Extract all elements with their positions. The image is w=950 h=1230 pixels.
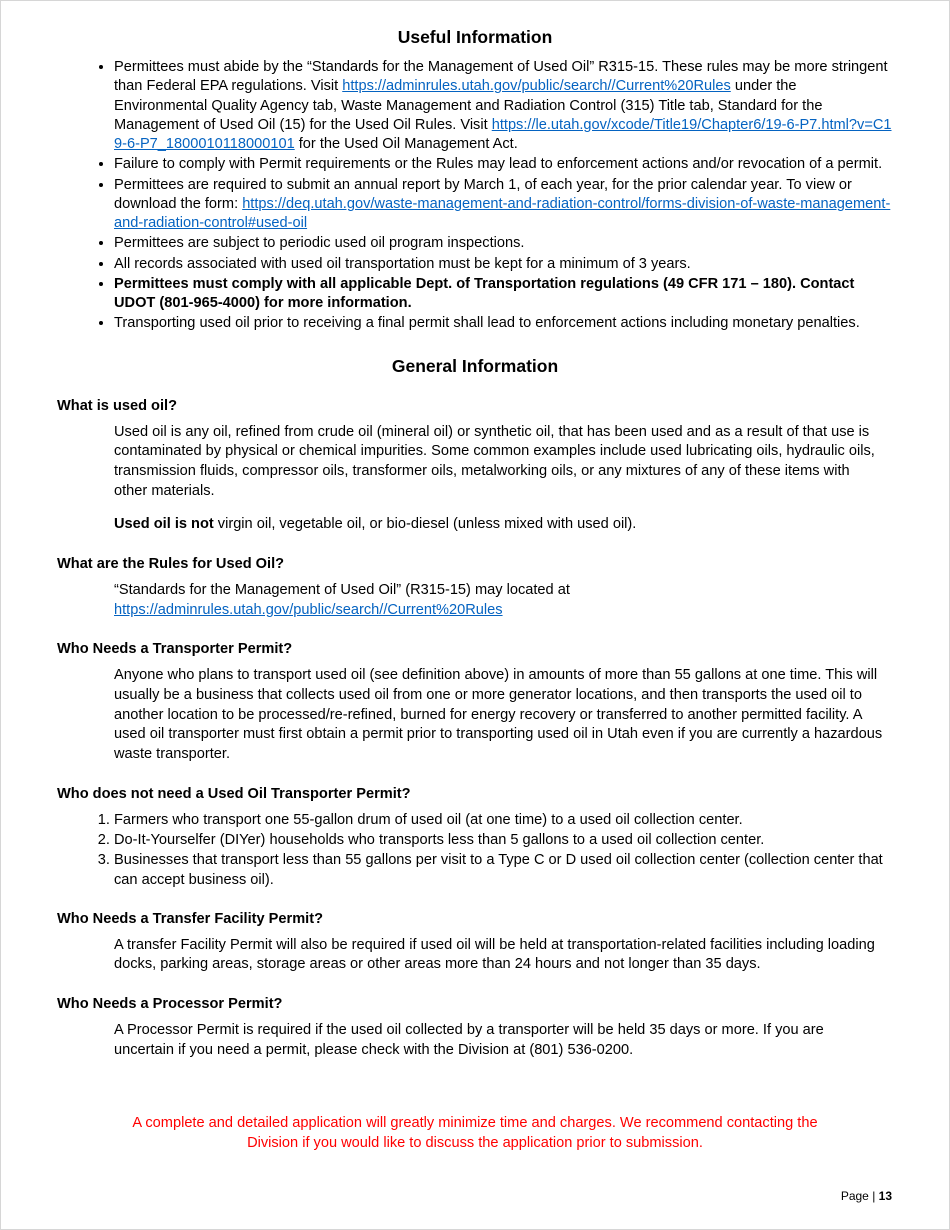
- bullet-text: All records associated with used oil transportation must be kept for a minimum of 3 years.: [114, 255, 691, 272]
- section-title-general-information: General Information: [391, 355, 559, 376]
- list-item: [114, 155, 893, 174]
- list-item: [114, 831, 893, 850]
- link-adminrules-current-rules[interactable]: https://adminrules.utah.gov/public/search//Current%20Rules: [342, 78, 731, 95]
- paragraph-what-is-used-oil: Used oil is any oil, refined from crude oil (mineral oil) or synthetic oil, that has been used and as a result of that use is contaminated by physical or chemical impurities. Some common examples include used lubricating oils, hydraulic oils, transmission fluids, compressor oils, transformer oils, metalworking oils, or any mixtures of any of these items with other materials.: [114, 423, 875, 499]
- not-need-permit-list: [57, 811, 893, 890]
- link-le-utah-used-oil-act[interactable]: https://le.utah.gov/xcode/Title19/Chapter6/19-6-P7.html?v=C19-6-P7_1800010118000101: [114, 116, 892, 152]
- heading-rules-for-used-oil: What are the Rules for Used Oil?: [57, 555, 285, 572]
- list-item: [114, 275, 893, 314]
- list-item: [114, 255, 893, 274]
- list-item: [114, 234, 893, 253]
- bold-text: Used oil is not: [114, 516, 214, 533]
- numbered-item-text: Farmers who transport one 55-gallon drum of used oil (at one time) to a used oil collection center.: [114, 811, 743, 828]
- numbered-item-text: Do-It-Yourselfer (DIYer) households who transports less than 5 gallons to a used oil collection center.: [114, 832, 765, 848]
- list-item: [114, 58, 893, 154]
- list-item: [114, 811, 893, 830]
- paragraph-text: virgin oil, vegetable oil, or bio-diesel (unless mixed with used oil).: [213, 516, 637, 533]
- heading-transporter-permit: Who Needs a Transporter Permit?: [57, 641, 293, 658]
- bullet-text: Permittees are required to submit an annual report by March 1, of each year, for the prior calendar year. To view or download the form:: [114, 176, 852, 212]
- heading-transfer-facility-permit: Who Needs a Transfer Facility Permit?: [57, 910, 324, 927]
- bullet-text: for the Used Oil Management Act.: [294, 136, 518, 152]
- bullet-text: Permittees are subject to periodic used oil program inspections.: [114, 235, 525, 252]
- page-footer-number: 13: [878, 1189, 892, 1203]
- page-number-footer: [841, 1189, 892, 1203]
- heading-processor-permit: Who Needs a Processor Permit?: [57, 996, 283, 1013]
- heading-what-is-used-oil: What is used oil?: [57, 397, 177, 414]
- bullet-text: Failure to comply with Permit requirements or the Rules may lead to enforcement actions and/or revocation of a permit.: [114, 156, 883, 173]
- bullet-text: Permittees must comply with all applicable Dept. of Transportation regulations (49 CFR 171 – 180). Contact UDOT (801-965-4000) for more information.: [114, 275, 855, 311]
- paragraph-rules-for-used-oil: [57, 581, 893, 620]
- section-title-useful-information: Useful Information: [397, 27, 553, 47]
- paragraph-text: “Standards for the Management of Used Oil” (R315-15) may located at: [114, 581, 570, 598]
- numbered-item-text: Businesses that transport less than 55 gallons per visit to a Type C or D used oil collection center (collection center that can accept business oil).: [114, 852, 883, 888]
- bullet-text: Transporting used oil prior to receiving a final permit shall lead to enforcement actions including monetary penalties.: [114, 315, 860, 332]
- paragraph-used-oil-is-not: [57, 515, 893, 535]
- application-notice-text: A complete and detailed application will greatly minimize time and charges. We recommend contacting the Division if you would like to discuss the application prior to submission.: [132, 1114, 818, 1151]
- list-item: [114, 851, 893, 890]
- bullet-text: under the Environmental Quality Agency tab, Waste Management and Radiation Control (315) Title tab, Standard for the Management of Used Oil (15) for the Used Oil Rules. Visit: [114, 78, 823, 133]
- heading-not-need-transporter-permit: Who does not need a Used Oil Transporter Permit?: [57, 785, 411, 802]
- link-adminrules-current-rules-2[interactable]: https://adminrules.utah.gov/public/search//Current%20Rules: [114, 601, 503, 618]
- page-footer-label: Page |: [840, 1189, 879, 1203]
- link-deq-annual-report-form[interactable]: https://deq.utah.gov/waste-management-and-radiation-control/forms-division-of-waste-management-and-radiation-control#used-oil: [114, 195, 891, 231]
- list-item: [114, 314, 893, 333]
- paragraph-transporter-permit: Anyone who plans to transport used oil (see definition above) in amounts of more than 55 gallons at one time. This will usually be a business that collects used oil from one or more generator locations, and then transports the used oil to another location to be processed/re-refined, burned for energy recovery or transferred to another permitted facility. A used oil transporter must first obtain a permit prior to transporting used oil in Utah even if you are currently a hazardous waste transporter.: [114, 667, 883, 763]
- useful-information-list: [57, 58, 893, 334]
- paragraph-processor-permit: A Processor Permit is required if the used oil collected by a transporter will be held 35 days or more. If you are uncertain if you need a permit, please check with the Division at (801) 536-0200.: [114, 1022, 824, 1058]
- paragraph-transfer-facility-permit: A transfer Facility Permit will also be required if used oil will be held at transportation-related facilities including loading docks, parking areas, storage areas or other areas more than 24 hours and not longer than 35 days.: [114, 936, 875, 973]
- list-item: [114, 176, 893, 234]
- bullet-text: Permittees must abide by the “Standards for the Management of Used Oil” R315-15. These rules may be more stringent than Federal EPA regulations. Visit: [114, 59, 888, 95]
